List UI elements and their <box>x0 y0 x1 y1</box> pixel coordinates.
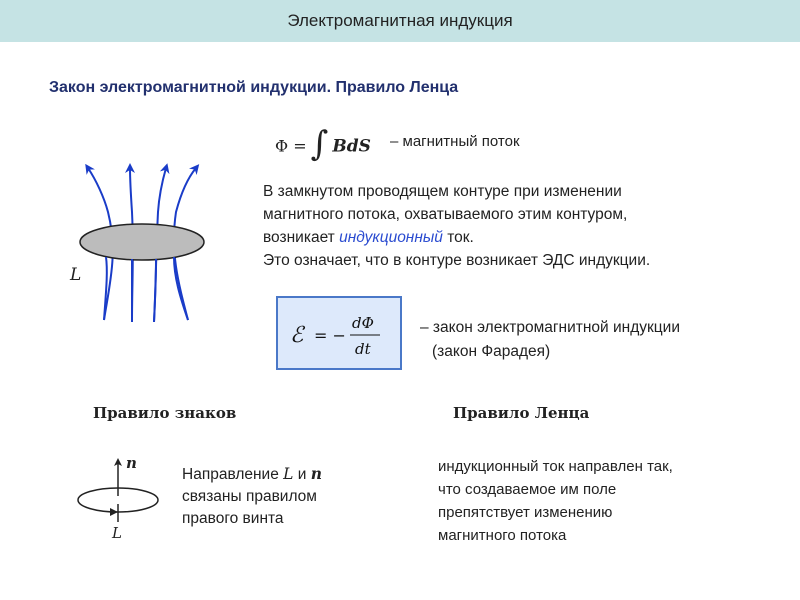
faraday-formula <box>278 298 404 372</box>
induction-highlight: индукционный <box>339 229 443 246</box>
paragraph-line-3 <box>263 226 650 249</box>
lenz-rule-text <box>438 455 673 547</box>
paragraph-line-1: В замкнутом проводящем контуре при изменении <box>263 183 622 200</box>
sign-rule-line-2: связаны правилом <box>182 488 317 505</box>
slide-header <box>0 0 800 42</box>
contour-direction-arrow-icon <box>110 508 118 516</box>
contour-label: L <box>70 265 82 285</box>
sign-rule-title: Правило знаков <box>93 404 237 422</box>
equals-minus: = − <box>314 326 346 345</box>
conducting-contour <box>80 224 204 260</box>
paragraph-line-3-end: ток. <box>442 229 474 246</box>
integral-sign-icon: ∫ <box>310 124 329 164</box>
lenz-line-2: что создаваемое им поле <box>438 481 617 498</box>
faraday-formula-box <box>276 296 402 370</box>
slide-title: Электромагнитная индукция <box>287 11 513 30</box>
induction-paragraph <box>263 180 650 272</box>
normal-label: n <box>126 454 137 472</box>
sign-contour-label: L <box>112 524 122 542</box>
fraction-denominator: dt <box>355 340 371 358</box>
sign-rule-text <box>182 463 322 530</box>
lenz-line-1: индукционный ток направлен так, <box>438 458 673 475</box>
paragraph-line-3-start: возникает <box>263 229 340 246</box>
section-subtitle: Закон электромагнитной индукции. Правило Ленца <box>49 79 459 96</box>
sign-rule-line-1-start: Направление <box>182 466 284 483</box>
paragraph-line-4: Это означает, что в контуре возникает ЭДС индукции. <box>263 252 651 269</box>
sign-rule-and: и <box>293 466 311 483</box>
sign-rule-diagram <box>70 452 180 542</box>
flux-formula <box>275 124 371 167</box>
lenz-line-3: препятствует изменению <box>438 504 613 521</box>
flux-lhs: Φ = <box>275 136 307 156</box>
faraday-description-line-1: – закон электромагнитной индукции <box>420 319 681 336</box>
sign-rule-L: L <box>283 465 294 483</box>
sign-rule-n: n <box>310 464 322 483</box>
emf-symbol: ℰ <box>290 323 304 348</box>
faraday-description-line-2: (закон Фарадея) <box>432 343 551 360</box>
sign-rule-line-1 <box>182 463 322 486</box>
flux-description: – магнитный поток <box>390 133 520 150</box>
lenz-line-4: магнитного потока <box>438 527 567 544</box>
paragraph-line-2: магнитного потока, охватываемого этим контуром, <box>263 206 628 223</box>
lenz-rule-title: Правило Ленца <box>453 404 590 422</box>
flux-integrand: BdS <box>332 136 371 157</box>
sign-rule-line-3: правого винта <box>182 510 284 527</box>
contour-field-illustration <box>70 162 240 332</box>
fraction-numerator: dΦ <box>352 314 374 332</box>
faraday-description <box>420 316 680 364</box>
